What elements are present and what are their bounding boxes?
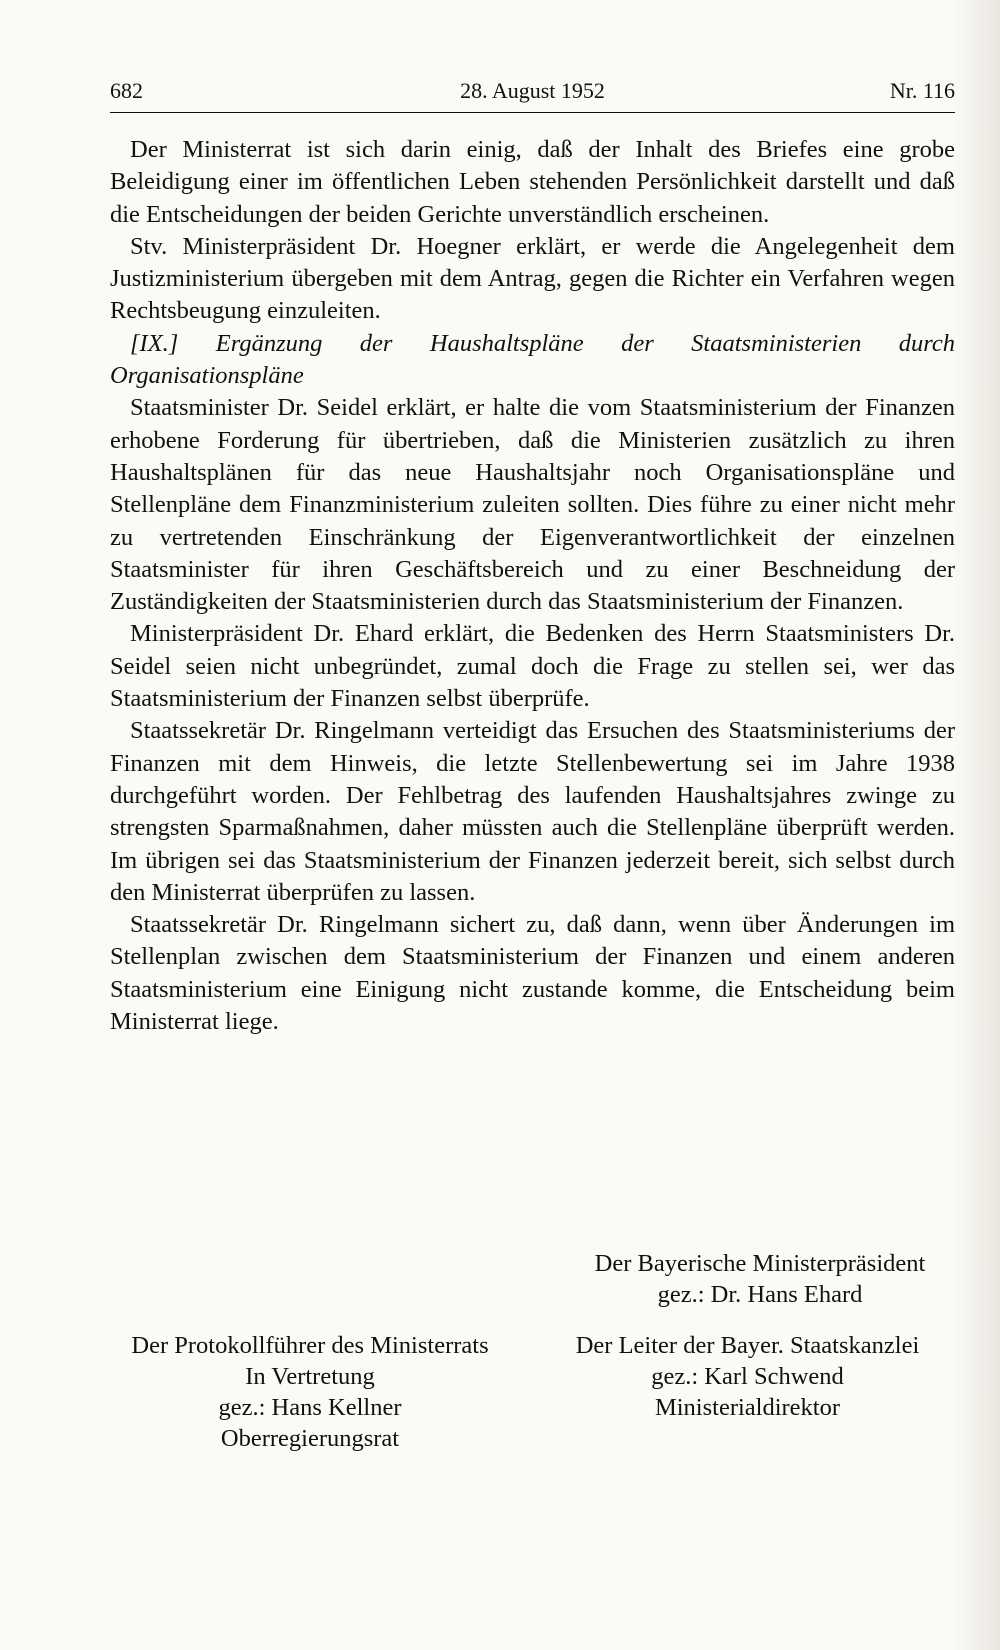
signatory-rank: Oberregierungsrat <box>220 1425 400 1452</box>
signature-chancellery-head <box>535 1330 960 1423</box>
header-rule <box>110 112 955 113</box>
page-number: 682 <box>110 78 143 103</box>
signatory-name: gez.: Karl Schwend <box>651 1363 844 1390</box>
header-date: 28. August 1952 <box>460 78 605 103</box>
paragraph: Der Ministerrat ist sich darin einig, daß der Inhalt des Briefes eine grobe Beleidigung einer im öffentlichen Leben stehenden Persönlichkeit darstellt und daß die Entscheidungen der beiden Gerichte unverständlich erscheinen. <box>110 136 955 228</box>
paragraph: Ministerpräsident Dr. Ehard erklärt, die Bedenken des Herrn Staatsministers Dr. Seidel seien nicht unbegründet, zumal doch die Frage zu stellen sei, wer das Staatsministerium der Finanzen selbst überprüfe. <box>110 620 955 713</box>
page-header <box>110 68 955 108</box>
signatory-title: Der Protokollführer des Ministerrats <box>131 1332 489 1359</box>
agenda-item-number: [IX.] <box>130 329 179 357</box>
signatory-title: Der Leiter der Bayer. Staatskanzlei <box>575 1332 920 1359</box>
paragraph: Staatsminister Dr. Seidel erklärt, er halte die vom Staatsministerium der Finanzen erhobene Forderung für übertrieben, daß die Ministerien zusätzlich zu ihren Haushaltsplänen für das neue Haushaltsjahr noch Organisationspläne und Stellenpläne dem Finanzministerium zuleiten sollten. Dies führe zu einer nicht mehr zu vertretenden Einschränkung der Eigenverantwortlichkeit der einzelnen Staatsminister für ihren Geschäftsbereich und zu einer Beschneidung der Zuständigkeiten der Staatsministerien durch das Staatsministerium der Finanzen. <box>110 394 955 616</box>
signatory-title: Der Bayerische Ministerpräsident <box>594 1250 926 1277</box>
signature-minister-president <box>580 1248 940 1310</box>
document-page <box>110 68 955 1452</box>
signatory-name: gez.: Hans Kellner <box>218 1394 402 1421</box>
agenda-item-title: Ergänzung der Haushaltspläne der Staatsministerien durch Organisationspläne <box>110 329 955 390</box>
document-number: Nr. 116 <box>889 78 955 103</box>
agenda-item-heading <box>110 328 955 393</box>
signatory-rank: Ministerialdirektor <box>654 1394 841 1421</box>
document-body <box>110 134 955 1038</box>
signatory-name: gez.: Dr. Hans Ehard <box>657 1281 863 1308</box>
signatory-substitute: In Vertretung <box>245 1363 375 1390</box>
paragraph: Staatssekretär Dr. Ringelmann sichert zu, daß dann, wenn über Änderungen im Stellenplan zwischen dem Staatsministerium der Finanzen und einem anderen Staatsministerium eine Einigung nicht zustande komme, die Entscheidung beim Ministerrat liege. <box>110 911 955 1036</box>
paragraph: Staatssekretär Dr. Ringelmann verteidigt das Ersuchen des Staatsministeriums der Finanzen mit dem Hinweis, die letzte Stellenbewertung sei im Jahre 1938 durchgeführt worden. Der Fehlbetrag des laufenden Haushaltsjahres zwinge zu strengsten Sparmaßnahmen, daher müssten auch die Stellenpläne überprüft werden. Im übrigen sei das Staatsministerium der Finanzen jederzeit bereit, sich selbst durch den Ministerrat überprüfen zu lassen. <box>110 717 955 906</box>
signature-protocol-keeper <box>110 1330 510 1454</box>
paragraph: Stv. Ministerpräsident Dr. Hoegner erklärt, er werde die Angelegenheit dem Justizministerium übergeben mit dem Antrag, gegen die Richter ein Verfahren wegen Rechtsbeugung einzuleiten. <box>110 232 955 325</box>
